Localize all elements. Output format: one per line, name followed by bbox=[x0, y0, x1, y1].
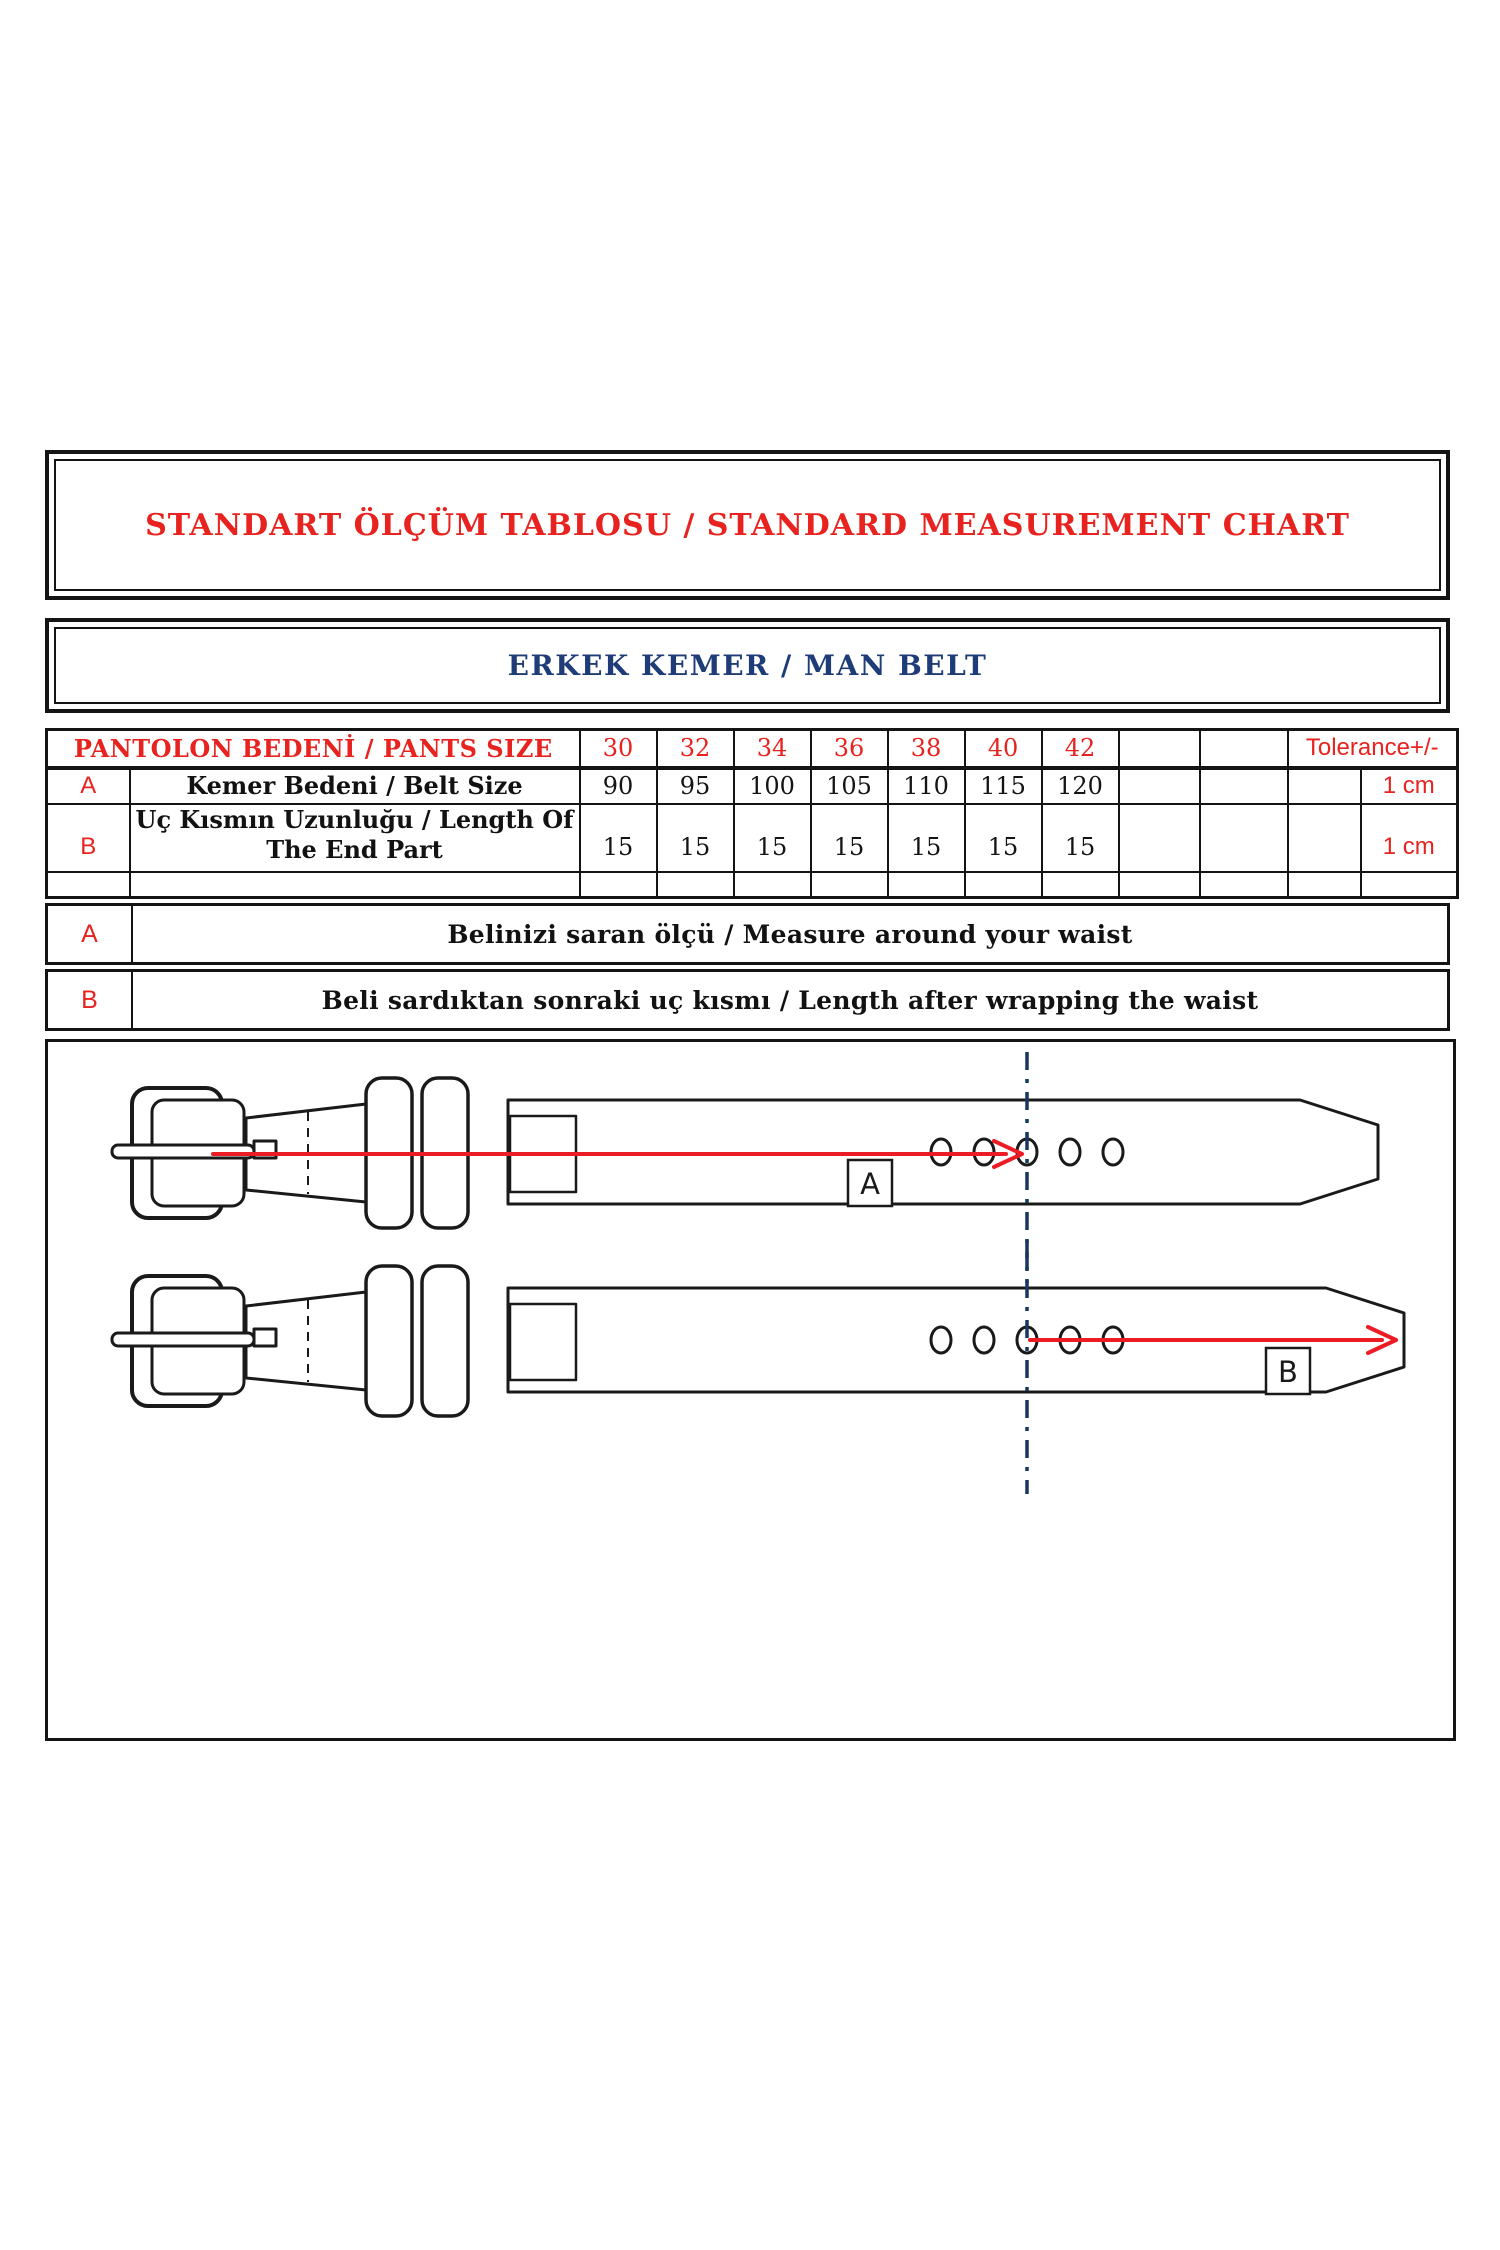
belt-hole bbox=[1103, 1139, 1123, 1165]
empty-cell bbox=[1288, 804, 1361, 872]
empty-cell bbox=[888, 872, 965, 898]
empty-cell bbox=[734, 872, 811, 898]
label-box-a bbox=[848, 1160, 892, 1206]
belt-b-buckle-prong bbox=[112, 1333, 254, 1346]
size-header-cell: 38 bbox=[888, 730, 965, 768]
belt-a-buckle-prong bbox=[112, 1145, 254, 1158]
empty-cell bbox=[1119, 768, 1200, 804]
end-part-value: 15 bbox=[1042, 804, 1119, 872]
belt-b bbox=[112, 1240, 1404, 1494]
label-box-b bbox=[1266, 1348, 1310, 1394]
note-key-a: A bbox=[48, 906, 133, 962]
belt-a bbox=[112, 1052, 1378, 1304]
size-table-header-row bbox=[47, 730, 1458, 768]
note-text-b: Beli sardıktan sonraki uç kısmı / Length after wrapping the waist bbox=[321, 985, 1259, 1015]
size-header-cell: 32 bbox=[657, 730, 734, 768]
size-header-cell: 40 bbox=[965, 730, 1042, 768]
belt-b-tucked-end bbox=[510, 1304, 576, 1380]
empty-cell bbox=[657, 872, 734, 898]
title-banner bbox=[45, 450, 1450, 600]
empty-cell bbox=[965, 872, 1042, 898]
end-part-row bbox=[47, 804, 1458, 872]
end-part-value: 15 bbox=[888, 804, 965, 872]
end-part-label bbox=[130, 804, 580, 872]
end-part-tolerance: 1 cm bbox=[1361, 804, 1458, 872]
note-text-a: Belinizi saran ölçü / Measure around your waist bbox=[447, 919, 1133, 949]
belt-size-tolerance: 1 cm bbox=[1361, 768, 1458, 804]
belt-size-value: 115 bbox=[965, 768, 1042, 804]
diagram-label-a: A bbox=[860, 1167, 880, 1201]
subtitle-banner bbox=[45, 618, 1450, 713]
empty-cell bbox=[811, 872, 888, 898]
size-header-cell: 36 bbox=[811, 730, 888, 768]
empty-cell bbox=[1119, 872, 1200, 898]
empty-cell bbox=[580, 872, 657, 898]
size-header-cell: 30 bbox=[580, 730, 657, 768]
spacer-row bbox=[47, 872, 1458, 898]
subtitle-banner-inner bbox=[54, 627, 1441, 704]
belt-hole bbox=[1060, 1139, 1080, 1165]
belt-hole bbox=[974, 1327, 994, 1353]
note-key-b: B bbox=[48, 972, 133, 1028]
title-banner-inner bbox=[54, 459, 1441, 591]
end-part-value: 15 bbox=[734, 804, 811, 872]
belt-size-value: 110 bbox=[888, 768, 965, 804]
empty-cell bbox=[130, 872, 580, 898]
empty-cell bbox=[1119, 730, 1200, 768]
empty-cell bbox=[47, 872, 130, 898]
belt-diagram-box bbox=[45, 1039, 1456, 1741]
end-part-value: 15 bbox=[580, 804, 657, 872]
note-row-b bbox=[45, 969, 1450, 1031]
belt-size-label: Kemer Bedeni / Belt Size bbox=[130, 768, 580, 804]
row-key-b: B bbox=[47, 804, 130, 872]
page-title: STANDART ÖLÇÜM TABLOSU / STANDARD MEASUREMENT CHART bbox=[145, 507, 1350, 543]
empty-cell bbox=[1288, 872, 1361, 898]
belt-size-value: 90 bbox=[580, 768, 657, 804]
belt-b-keeper-loop-1 bbox=[366, 1266, 412, 1416]
pants-size-header: PANTOLON BEDENİ / PANTS SIZE bbox=[47, 730, 580, 768]
belt-size-value: 95 bbox=[657, 768, 734, 804]
size-header-cell: 34 bbox=[734, 730, 811, 768]
empty-cell bbox=[1200, 730, 1288, 768]
end-part-value: 15 bbox=[965, 804, 1042, 872]
belt-size-value: 120 bbox=[1042, 768, 1119, 804]
size-table bbox=[45, 728, 1459, 899]
belt-size-value: 105 bbox=[811, 768, 888, 804]
empty-cell bbox=[1119, 804, 1200, 872]
belt-diagram bbox=[48, 1042, 1453, 1738]
empty-cell bbox=[1200, 872, 1288, 898]
end-part-label-line2: The End Part bbox=[266, 834, 443, 864]
belt-b-prong-notch bbox=[254, 1329, 276, 1346]
empty-cell bbox=[1200, 804, 1288, 872]
empty-cell bbox=[1361, 872, 1458, 898]
belt-b-keeper-loop-2 bbox=[422, 1266, 468, 1416]
row-key-a: A bbox=[47, 768, 130, 804]
note-row-a bbox=[45, 903, 1450, 965]
end-part-value: 15 bbox=[811, 804, 888, 872]
empty-cell bbox=[1200, 768, 1288, 804]
tolerance-header: Tolerance+/- bbox=[1288, 730, 1458, 768]
end-part-label-line1: Uç Kısmın Uzunluğu / Length Of bbox=[135, 804, 574, 834]
belt-size-row bbox=[47, 768, 1458, 804]
size-header-cell: 42 bbox=[1042, 730, 1119, 768]
empty-cell bbox=[1042, 872, 1119, 898]
belt-hole bbox=[931, 1327, 951, 1353]
belt-size-value: 100 bbox=[734, 768, 811, 804]
end-part-value: 15 bbox=[657, 804, 734, 872]
diagram-label-b: B bbox=[1278, 1355, 1298, 1389]
product-subtitle: ERKEK KEMER / MAN BELT bbox=[507, 649, 988, 682]
empty-cell bbox=[1288, 768, 1361, 804]
